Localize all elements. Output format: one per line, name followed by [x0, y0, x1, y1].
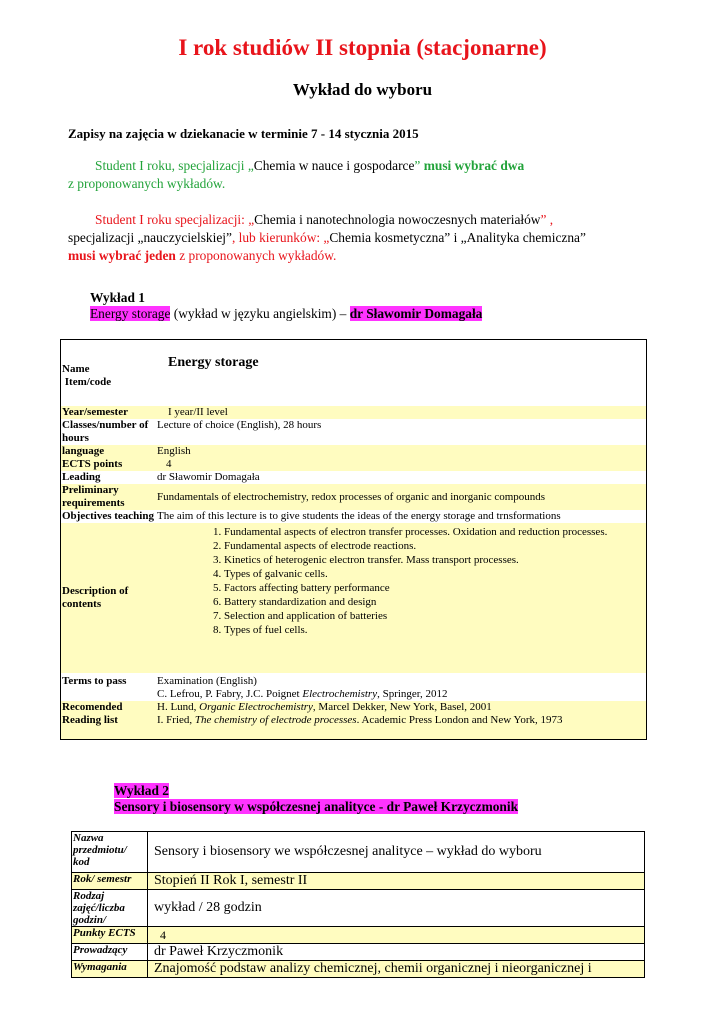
description-list: [157, 525, 645, 637]
lecture1-lecturer: dr Sławomir Domagała: [349, 306, 483, 321]
table-row: Terms to pass Examination (English) C. Lefrou, P. Fabry, J.C. Poignet Electrochemistry, Springer, 2012: [62, 675, 448, 700]
list-item: 1. Fundamental aspects of electron transfer processes. Oxidation and reduction processes.: [224, 525, 645, 539]
list-item: 2. Fundamental aspects of electrode reactions.: [224, 539, 645, 553]
table-row: Rodzaj zajęć/liczba godzin/ wykład / 28 godzin: [72, 890, 645, 927]
lecture1-table: [60, 339, 647, 740]
list-item: 4. Types of galvanic cells.: [224, 567, 645, 581]
list-item: 8. Types of fuel cells.: [224, 623, 645, 637]
table-row: Prowadzący dr Paweł Krzyczmonik: [72, 944, 645, 961]
table-row: Preliminary requirements Fundamentals of electrochemistry, redox processes of organic and inorganic compounds: [61, 484, 647, 510]
list-item: 5. Factors affecting battery performance: [224, 581, 645, 595]
registration-note: Zapisy na zajęcia w dziekanacie w terminie 7 - 14 stycznia 2015: [68, 126, 419, 141]
paragraph-one-choice: Student I roku specjalizacji: „Chemia i nanotechnologia nowoczesnych materiałów” , specjalizacji „nauczycielskiej”, lub kierunków: „Chemia kosmetyczna” i „Analityka chemiczna” musi wybrać jeden z proponowanych wykładów.: [68, 212, 586, 263]
table-row: Rok/ semestr Stopień II Rok I, semestr II: [72, 873, 645, 890]
table-row: Name Item/code Energy storage: [62, 355, 259, 388]
list-item: 3. Kinetics of heterogenic electron transfer. Mass transport processes.: [224, 553, 645, 567]
paragraph-two-choice: Student I roku, specjalizacji „Chemia w nauce i gospodarce” musi wybrać dwa z proponowanych wykładów.: [68, 158, 525, 191]
page-title: I rok studiów II stopnia (stacjonarne): [178, 35, 547, 60]
page-subtitle: Wykład do wyboru: [292, 80, 433, 99]
table-row: Recomended Reading list H. Lund, Organic Electrochemistry, Marcel Dekker, New York, Basel, 2001 I. Fried, The chemistry of electrode processes. Academic Press London and New York, 1973: [61, 701, 647, 740]
lecture1-name: Energy storage: [90, 306, 171, 321]
list-item: 6. Battery standardization and design: [224, 595, 645, 609]
table-row: Wymagania Znajomość podstaw analizy chemicznej, chemii organicznej i nieorganicznej i: [72, 961, 645, 978]
list-item: 7. Selection and application of batteries: [224, 609, 645, 623]
lecture2-line: Sensory i biosensory w współczesnej analityce - dr Paweł Krzyczmonik: [114, 799, 519, 814]
table-row: Punkty ECTS 4: [72, 927, 645, 944]
table-row: language English: [61, 445, 647, 458]
table-row: ECTS points 4: [61, 458, 647, 471]
table-row: Classes/number of hours Lecture of choice (English), 28 hours: [62, 419, 322, 444]
table-row: Year/semester I year/II level: [61, 406, 647, 419]
lecture2-table: [71, 831, 645, 978]
lecture2-heading: Wykład 2 Sensory i biosensory w współczesnej analityce - dr Paweł Krzyczmonik: [114, 783, 519, 814]
table-row: Description of contents 1. Fundamental aspects of electron transfer processes. Oxidation and reduction processes. 2. Fundamental aspects of electrode reactions. 3. Kinetics of heterogenic electron transfer. Mass transport processes. 4. Types of galvanic cells. 5. Factors affecting battery performance 6. Battery standardization and design 7. Selection and application of batteries 8. Types of fuel cells.: [61, 523, 647, 673]
table-row: Nazwa przedmiotu/ kod Sensory i biosensory we współczesnej analityce – wykład do wyboru: [72, 832, 645, 873]
table-row: Leading dr Sławomir Domagała: [62, 471, 260, 483]
lecture1-heading: Wykład 1 Energy storage (wykład w języku angielskim) – dr Sławomir Domagała: [90, 290, 483, 321]
table-row: Objectives teaching The aim of this lecture is to give students the ideas of the energy storage and trnsformations: [62, 510, 561, 522]
